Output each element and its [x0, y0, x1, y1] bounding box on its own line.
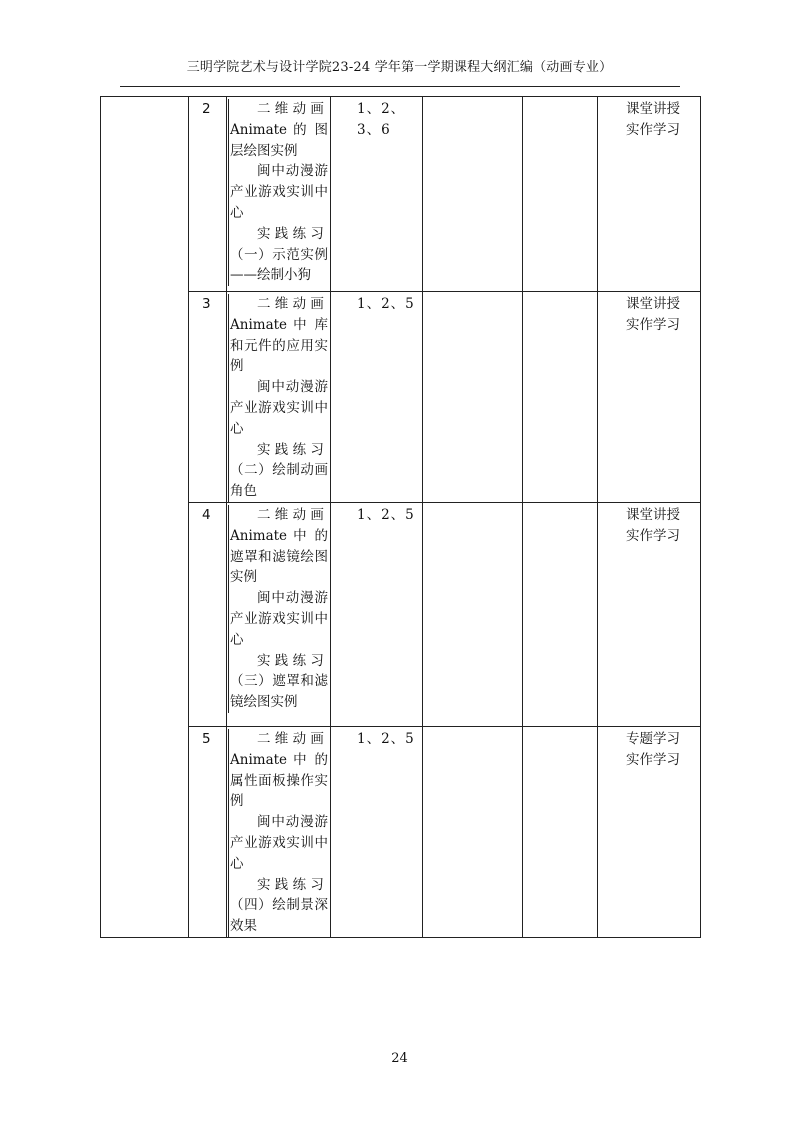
empty-cell — [423, 726, 523, 937]
page-number: 24 — [391, 1051, 408, 1066]
method-line-1: 课堂讲授 — [626, 296, 680, 312]
method-line-2: 实作学习 — [626, 527, 680, 544]
method-line-1: 课堂讲授 — [626, 101, 680, 117]
content-title-rest: Animate 中 的 遮罩和滤镜绘图实例 — [230, 527, 328, 586]
content-practice-rest: （二）绘制动画角色 — [230, 462, 328, 500]
content-practice-first: 实 践 练 习 — [257, 225, 324, 242]
objectives-cell: 1、2、3、6 — [331, 97, 423, 292]
empty-cell — [423, 97, 523, 292]
content-practice-first: 实 践 练 习 — [257, 876, 324, 893]
table-row — [101, 726, 701, 937]
method-line-2: 实作学习 — [626, 751, 680, 768]
header-divider — [120, 86, 680, 87]
content-title-first: 二 维 动 画 — [257, 506, 324, 523]
objectives-cell: 1、2、5 — [331, 502, 423, 726]
content-practice-rest: （四）绘制景深效果 — [230, 897, 328, 935]
method-line-1: 专题学习 — [626, 730, 680, 747]
empty-cell — [523, 292, 598, 503]
content-title-first: 二 维 动 画 — [257, 730, 324, 747]
table-row — [101, 292, 701, 503]
page-header: 三明学院艺术与设计学院23-24 学年第一学期课程大纲汇编（动画专业） — [186, 60, 613, 75]
table-row — [101, 97, 701, 292]
method-cell — [598, 726, 701, 937]
content-venue: 闽中动漫游产业游戏实训中心 — [230, 379, 328, 437]
method-cell — [598, 502, 701, 726]
empty-cell — [523, 502, 598, 726]
content-practice-first: 实 践 练 习 — [257, 441, 324, 458]
row-number: 4 — [189, 502, 227, 726]
content-cell — [227, 97, 331, 292]
method-cell — [598, 292, 701, 503]
content-title-rest: Animate 的 图 层绘图实例 — [230, 121, 328, 159]
content-title-rest: Animate 中 库 和元件的应用实例 — [230, 316, 328, 375]
empty-cell — [423, 502, 523, 726]
method-line-2: 实作学习 — [626, 316, 680, 333]
method-line-1: 课堂讲授 — [626, 506, 680, 523]
content-cell — [227, 292, 331, 503]
row-number: 5 — [189, 726, 227, 937]
row-number: 2 — [189, 97, 227, 292]
content-venue: 闽中动漫游产业游戏实训中心 — [230, 814, 328, 872]
content-practice-first: 实 践 练 习 — [257, 652, 324, 669]
content-title-first: 二 维 动 画 — [257, 101, 324, 117]
objectives-cell: 1、2、5 — [331, 292, 423, 503]
content-cell — [227, 726, 331, 937]
content-cell — [227, 502, 331, 726]
content-title-first: 二 维 动 画 — [257, 296, 324, 312]
chapter-cell — [101, 97, 189, 938]
content-venue: 闽中动漫游产业游戏实训中心 — [230, 163, 328, 221]
content-title-rest: Animate 中 的 属性面板操作实例 — [230, 751, 328, 810]
empty-cell — [523, 726, 598, 937]
method-cell — [598, 97, 701, 292]
objectives-cell: 1、2、5 — [331, 726, 423, 937]
syllabus-table — [100, 96, 701, 938]
content-practice-rest: （一）示范实例——绘制小狗 — [230, 246, 328, 284]
row-number: 3 — [189, 292, 227, 503]
content-venue: 闽中动漫游产业游戏实训中心 — [230, 590, 328, 648]
empty-cell — [523, 97, 598, 292]
content-practice-rest: （三）遮罩和滤镜绘图实例 — [230, 673, 328, 711]
method-line-2: 实作学习 — [626, 121, 680, 138]
table-row — [101, 502, 701, 726]
empty-cell — [423, 292, 523, 503]
